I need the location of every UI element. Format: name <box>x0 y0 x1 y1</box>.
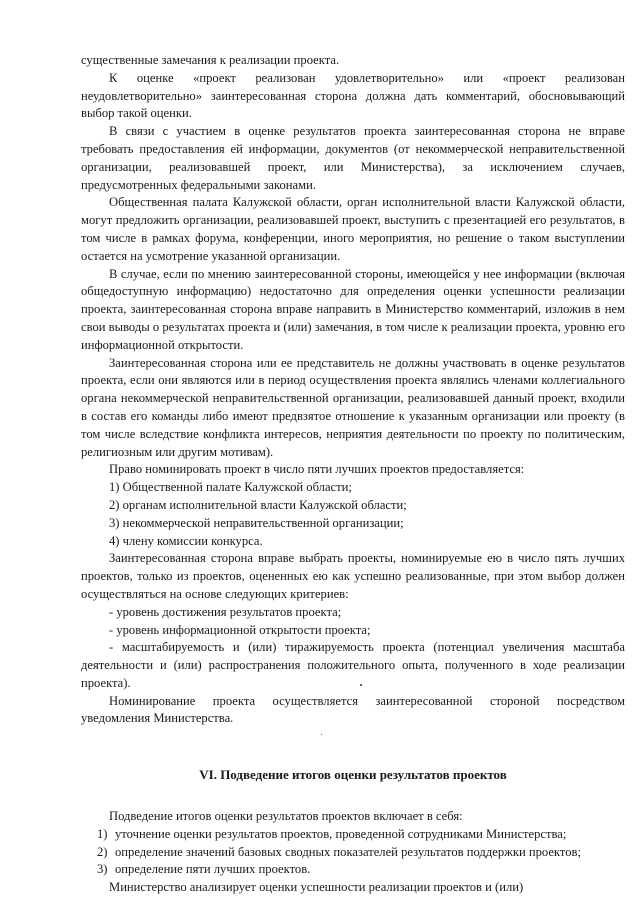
paragraph: Общественная палата Калужской области, орган исполнительной власти Калужской области, могут предложить организации, реализовавшей проект, выступить с презентацией его результатов, в том числе в рамках форума, конференции, иного мероприятия, но решение о таком выступлении остается на усмотрение указанной организации. <box>81 195 625 263</box>
summary-item-text: уточнение оценки результатов проектов, проведенной сотрудниками Министерства; <box>115 826 567 841</box>
paragraph: Право номинировать проект в число пяти лучших проектов предоставляется: <box>109 462 525 477</box>
nominator-item: 4) члену комиссии конкурса. <box>109 533 263 548</box>
section-heading: VI. Подведение итогов оценки результатов проектов <box>199 767 507 783</box>
nominator-item: 2) органам исполнительной власти Калужской области; <box>109 497 407 512</box>
summary-item <box>81 844 625 862</box>
last-paragraph-fragment: Министерство анализирует оценки успешности реализации проектов и (или) <box>109 880 524 895</box>
criteria-item: - уровень достижения результатов проекта; <box>109 604 342 619</box>
summary-item-text: определение значений базовых сводных показателей результатов поддержки проектов; <box>115 844 581 859</box>
paragraph: К оценке «проект реализован удовлетворительно» или «проект реализован неудовлетворительно» заинтересованная сторона должна дать комментарий, обосновывающий выбор такой оценки. <box>81 70 625 121</box>
scan-speck <box>321 734 322 735</box>
summary-item-number: 3) <box>97 862 108 877</box>
summary-item <box>81 861 625 879</box>
nominator-item: 1) Общественной палате Калужской области; <box>109 480 352 495</box>
paragraph: существенные замечания к реализации проекта. <box>81 53 340 67</box>
summary-intro: Подведение итогов оценки результатов проектов включает в себя: <box>109 809 463 824</box>
summary-item-number: 2) <box>97 844 108 859</box>
paragraph: В случае, если по мнению заинтересованной стороны, имеющейся у нее информации (включая общедоступную информацию) недостаточно для определения оценки успешности реализации проекта, заинтересованная сторона вправе направить в Министерство комментарий, изложив в нем свои выводы о результатах проекта и (или) замечания, в том числе к реализации проекта, уровню его информационной открытости. <box>81 266 625 352</box>
nomination-note: Номинирование проекта осуществляется заинтересованной стороной посредством уведомления Министерства. <box>81 693 625 726</box>
criteria-intro: Заинтересованная сторона вправе выбрать проекты, номинируемые ею в число пять лучших проектов, только из проектов, оцененных ею как успешно реализованные, при этом выбор должен осуществляться на основе следующих критериев: <box>81 551 625 601</box>
nominator-item: 3) некоммерческой неправительственной организации; <box>109 515 404 530</box>
summary-item <box>81 826 625 844</box>
criteria-item: - уровень информационной открытости проекта; <box>109 622 371 637</box>
scan-speck <box>360 684 362 686</box>
summary-item-number: 1) <box>97 826 108 841</box>
document-body <box>81 52 625 897</box>
paragraph: Заинтересованная сторона или ее представитель не должны участвовать в оценке результатов проекта, если они являются или в период осуществления проекта являлись членами коллегиального органа некоммерческой неправительственной организации, реализовавшей данный проект, входили в состав его команды либо имеют предвзятое отношение к указанным организации или проекту (в том числе вследствие конфликта интересов, неприятия деятельности по проекту по политическим, религиозным или другим мотивам). <box>81 355 625 459</box>
summary-list <box>81 826 625 879</box>
summary-item-text: определение пяти лучших проектов. <box>115 862 311 877</box>
paragraph: В связи с участием в оценке результатов проекта заинтересованная сторона не вправе требовать предоставления ей информации, документов (от некоммерческой неправительственной организации, реализовавшей проект, или Министерства), за исключением случаев, предусмотренных федеральными законами. <box>81 124 625 192</box>
criteria-item: - масштабируемость и (или) тиражируемость проекта (потенциал увеличения масштаба деятельности и (или) распространения положительного опыта, полученного в ходе реализации проекта). <box>81 640 625 690</box>
